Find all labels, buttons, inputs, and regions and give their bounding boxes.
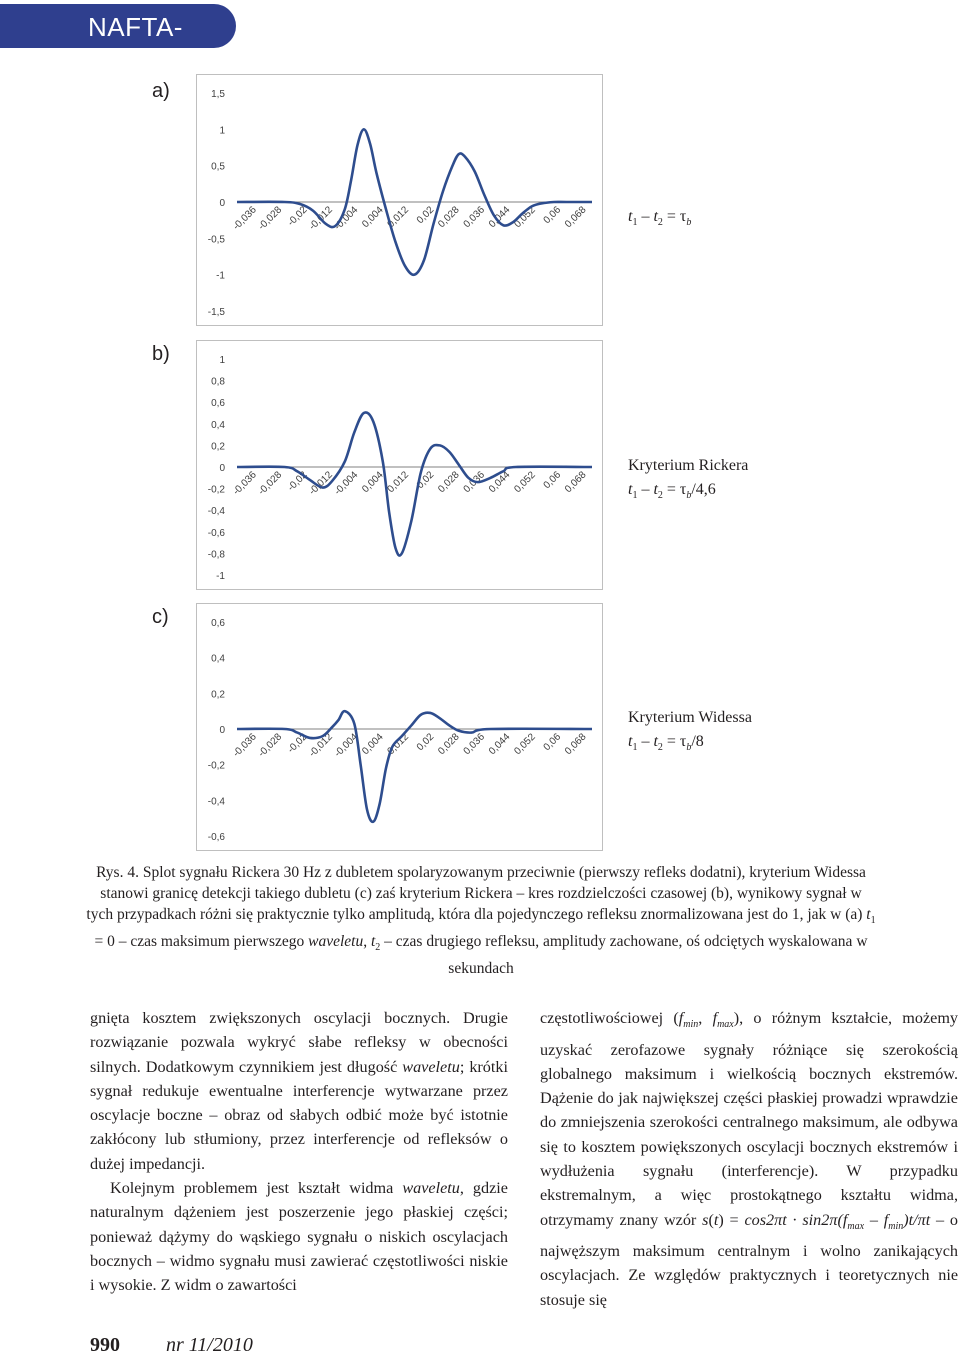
y-tick-label: 0,2 bbox=[211, 689, 225, 701]
y-tick-label: -0,4 bbox=[207, 796, 225, 808]
y-tick-label: -0,6 bbox=[207, 832, 225, 843]
x-tick-label: 0,028 bbox=[436, 731, 462, 758]
x-tick-label: -0,012 bbox=[307, 731, 335, 760]
x-tick-label: -0,012 bbox=[307, 469, 335, 498]
x-tick-label: -0,036 bbox=[231, 469, 259, 498]
x-tick-label: 0,012 bbox=[385, 469, 412, 496]
x-tick-label: 0,068 bbox=[563, 469, 589, 496]
x-tick-label: -0,028 bbox=[256, 731, 285, 760]
y-tick-label: 1,5 bbox=[211, 89, 225, 100]
x-tick-label: 0,028 bbox=[436, 204, 462, 231]
x-tick-label: -0,004 bbox=[332, 204, 361, 233]
y-tick-label: -0,6 bbox=[207, 527, 225, 539]
y-tick-label: 0 bbox=[219, 725, 225, 736]
x-tick-label: -0,036 bbox=[231, 204, 259, 233]
x-tick-label: 0,044 bbox=[486, 469, 513, 496]
y-tick-label: -1 bbox=[216, 270, 225, 282]
y-tick-label: 0,2 bbox=[211, 441, 225, 453]
x-tick-label: -0,02 bbox=[285, 731, 310, 756]
chart-panel-b bbox=[196, 340, 603, 590]
y-tick-label: -1,5 bbox=[207, 307, 225, 318]
formula-c: $t_1 - t_2 = \tau_b/8$ bbox=[628, 733, 704, 754]
y-tick-label: 1 bbox=[219, 355, 225, 366]
x-tick-label: 0,02 bbox=[414, 731, 437, 754]
x-tick-label: 0,012 bbox=[385, 204, 412, 231]
x-tick-label: 0,068 bbox=[563, 731, 589, 758]
x-tick-label: 0,028 bbox=[436, 469, 462, 496]
chart-panel-c bbox=[196, 603, 603, 851]
x-tick-label: 0,06 bbox=[541, 204, 564, 227]
x-tick-label: 0,004 bbox=[360, 204, 386, 231]
y-tick-label: -0,2 bbox=[207, 760, 225, 772]
x-tick-label: 0,068 bbox=[563, 204, 589, 231]
panel-c-label: c) bbox=[152, 606, 169, 628]
x-tick-label: -0,028 bbox=[256, 469, 285, 498]
y-tick-label: 0,5 bbox=[211, 161, 225, 173]
y-tick-label: 0 bbox=[219, 463, 225, 474]
y-tick-label: 0,6 bbox=[211, 618, 225, 629]
formula-c-title: Kryterium Widessa bbox=[628, 709, 752, 726]
x-tick-label: 0,052 bbox=[512, 204, 538, 231]
x-tick-label: -0,036 bbox=[231, 731, 259, 760]
x-tick-label: 0,004 bbox=[360, 731, 386, 758]
right-text-column bbox=[540, 1006, 958, 1312]
page-number: 990 bbox=[90, 1334, 120, 1356]
y-tick-label: 0,4 bbox=[211, 653, 225, 665]
y-tick-label: 0 bbox=[219, 198, 225, 209]
x-tick-label: 0,044 bbox=[486, 731, 513, 758]
x-tick-label: -0,012 bbox=[307, 204, 335, 233]
x-tick-label: 0,052 bbox=[512, 731, 538, 758]
left-paragraph-2: Kolejnym problemem jest kształt widma waveletu, gdzie naturalnym dążeniem jest poszerzenie jego płaskiej części; ponieważ dążymy do wąskiego sygnału o niskich oscylacjach bocznych – widmo sygnału musi zawierać częstotliwości niskie i wysokie. Z widm o zawartości bbox=[90, 1179, 508, 1295]
x-tick-label: 0,02 bbox=[414, 469, 437, 492]
chart-a-svg bbox=[197, 75, 602, 325]
formula-a: $t_1 - t_2 = \tau_b$ bbox=[628, 208, 692, 229]
formula-b-title: Kryterium Rickera bbox=[628, 457, 749, 474]
y-tick-label: 1 bbox=[219, 125, 225, 137]
x-tick-label: 0,036 bbox=[461, 204, 488, 231]
x-tick-label: -0,02 bbox=[285, 204, 310, 229]
x-tick-label: 0,044 bbox=[486, 204, 513, 231]
chart-c-svg bbox=[197, 604, 602, 850]
x-tick-label: -0,004 bbox=[332, 731, 361, 760]
x-tick-label: 0,02 bbox=[414, 204, 437, 227]
x-tick-label: 0,036 bbox=[461, 469, 488, 496]
x-tick-label: -0,028 bbox=[256, 204, 285, 233]
x-tick-label: -0,004 bbox=[332, 469, 361, 498]
journal-title: NAFTA-GAZ bbox=[88, 12, 183, 73]
chart-panel-a bbox=[196, 74, 603, 326]
signal-line bbox=[237, 711, 592, 822]
x-tick-label: 0,06 bbox=[541, 731, 564, 754]
x-tick-label: 0,06 bbox=[541, 469, 564, 492]
panel-b-label: b) bbox=[152, 343, 170, 365]
figure-caption: Rys. 4. Splot sygnału Rickera 30 Hz z dubletem spolaryzowanym przeciwnie (pierwszy refleks dodatni), kryterium Widessa stanowi granicę detekcji takiego dubletu (c) zaś kryterium Rickera – kres rozdzielczości czasowej (b), wynikowy sygnał w tych przypadkach różni się praktycznie tylko amplitudą, która dla pojedynczego refleksu znormalizowana jest do 1, jak w (a) $t_1 = 0$ – czas maksimum pierwszego waveletu, $t_2$ – czas drugiego refleksu, amplitudy zachowane, oś odciętych wyskalowana w sekundach bbox=[86, 864, 876, 978]
y-tick-label: 0,6 bbox=[211, 398, 225, 410]
right-paragraph-1: częstotliwościowej ($f_{min}$, $f_{max}$), o różnym kształcie, możemy uzyskać zerofazowe sygnały różniące się szerokością globalnego maksimum i wielkością bocznych ekstremów. Dążenie do jak największej części płaskiej prowadzi wprawdzie do zmniejszenia szerokości centralnego maksimum, ale odbywa się to kosztem powiększonych oscylacji bocznych ekstremów i wydłużenia sygnału (interferencje). W przypadku ekstremalnym, a więc prostokątnego kształtu widma, otrzymamy znany wzór $s(t) = \cos 2\pi t \cdot \sin 2\pi(f_{max} - f_{min})t/\pi t - o$ najwęższym maksimum centralnym i wolno zanikających oscylacjach. Ze względów praktycznych i teoretycznych nie stosuje się bbox=[540, 1009, 959, 1309]
y-tick-label: 0,4 bbox=[211, 419, 225, 431]
left-paragraph-1: gnięta kosztem zwiększonych oscylacji bocznych. Drugie rozwiązanie pozwala wykryć słabe refleksy w obecności silnych. Dodatkowym czynnikiem jest długość waveletu; krótki sygnał redukuje ewentualne interferencje wytwarzane przez oscylacje boczne – obraz od słabych odbić może być istotnie zakłócony lub stłumiony, przez interferencje od refleksów o dużej impedancji. bbox=[90, 1009, 508, 1173]
x-tick-label: 0,004 bbox=[360, 469, 386, 496]
y-tick-label: 0,8 bbox=[211, 376, 225, 388]
issue-number: nr 11/2010 bbox=[166, 1334, 253, 1356]
journal-header-tab bbox=[0, 4, 236, 73]
x-tick-label: 0,036 bbox=[461, 731, 488, 758]
y-tick-label: -0,2 bbox=[207, 484, 225, 496]
y-tick-label: -0,4 bbox=[207, 506, 225, 518]
x-tick-label: 0,012 bbox=[385, 731, 412, 758]
formula-b: $t_1 - t_2 = \tau_b/4,6$ bbox=[628, 481, 716, 502]
x-tick-label: -0,02 bbox=[285, 469, 310, 494]
y-tick-label: -0,8 bbox=[207, 549, 225, 561]
y-tick-label: -1 bbox=[216, 571, 225, 582]
panel-a-label: a) bbox=[152, 80, 170, 102]
x-tick-label: 0,052 bbox=[512, 469, 538, 496]
chart-b-svg bbox=[197, 341, 602, 589]
left-text-column bbox=[90, 1006, 508, 1298]
y-tick-label: -0,5 bbox=[207, 234, 225, 246]
